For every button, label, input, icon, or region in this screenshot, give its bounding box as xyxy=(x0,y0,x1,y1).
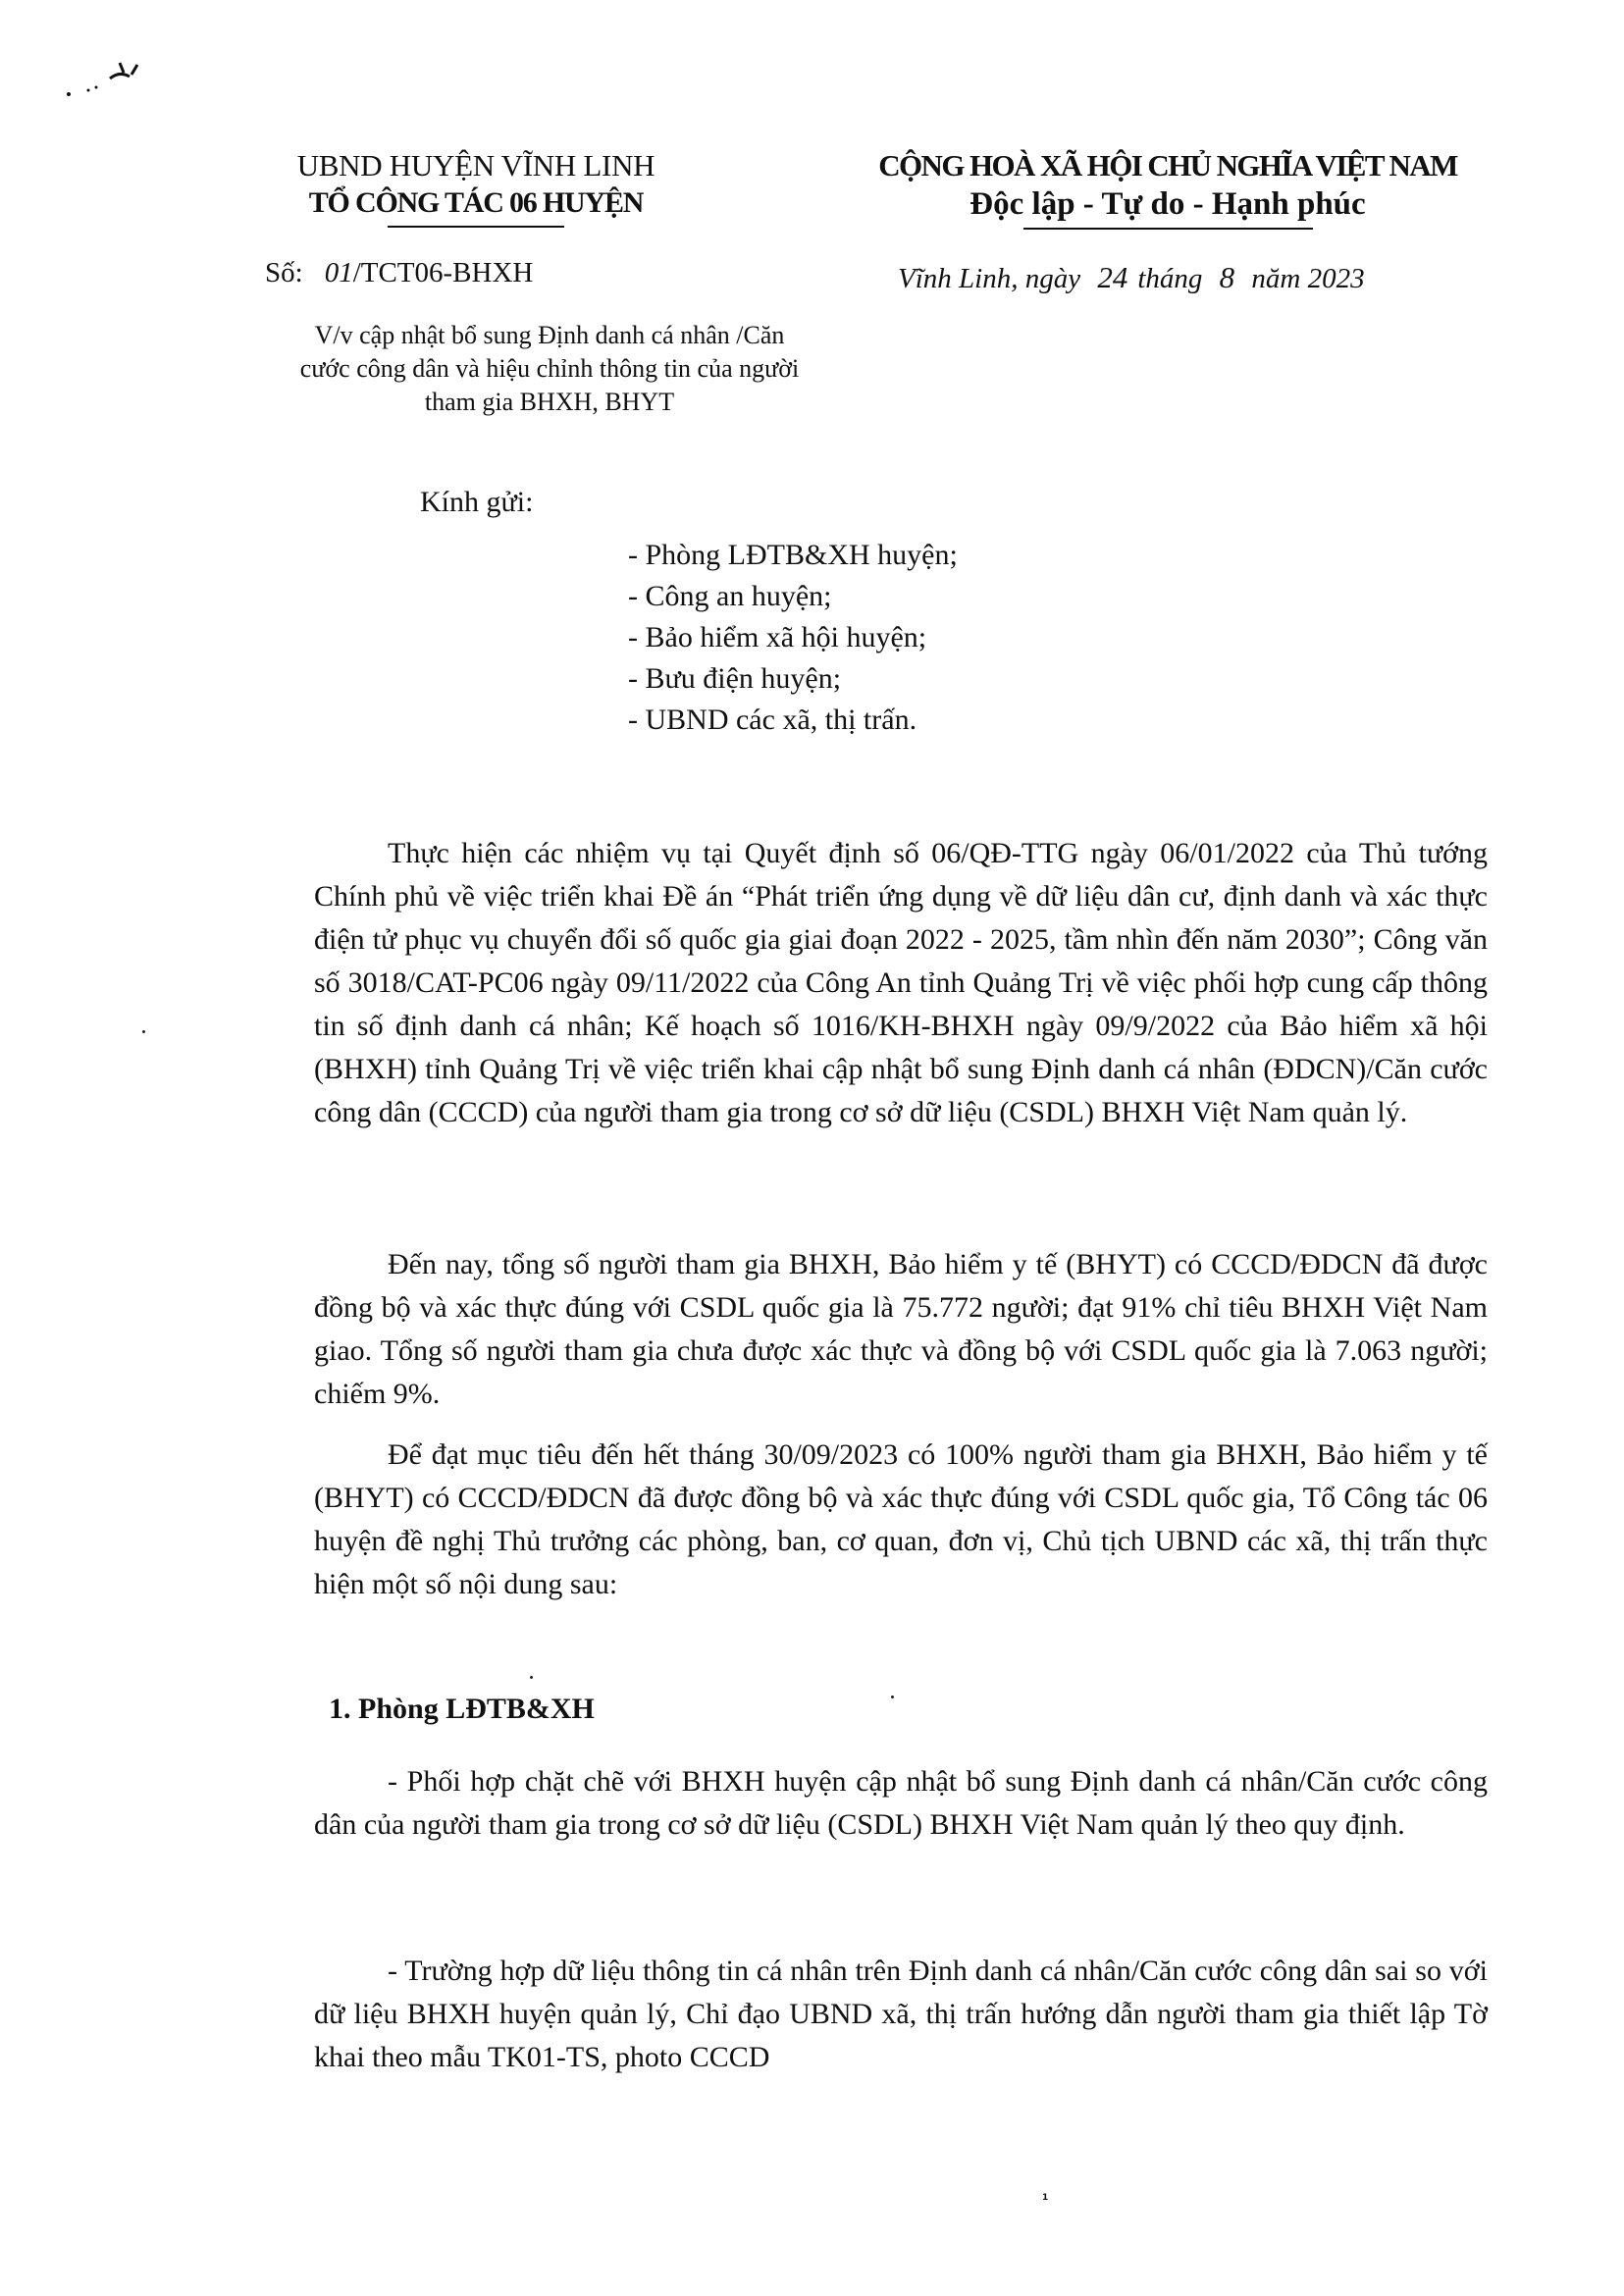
national-header-block xyxy=(814,147,1521,230)
section1-item-2 xyxy=(314,1950,1488,2079)
agency-underline xyxy=(388,226,564,228)
date-month: 8 xyxy=(1219,260,1235,294)
number-handwritten: 01 xyxy=(324,257,353,288)
nation-title: CỘNG HOÀ XÃ HỘI CHỦ NGHĨA VIỆT NAM xyxy=(878,148,1457,183)
addressee-item: - Bưu điện huyện; xyxy=(628,662,842,695)
motto-underline xyxy=(1023,228,1313,230)
date-prefix: Vĩnh Linh, ngày xyxy=(898,263,1081,294)
agency-name: TỔ CÔNG TÁC 06 HUYỆN xyxy=(308,186,644,219)
issuing-agency-block xyxy=(245,147,707,228)
agency-parent: UBND HUYỆN VĨNH LINH xyxy=(296,148,655,183)
scan-mark-scribble xyxy=(59,57,147,106)
section-heading-1: 1. Phòng LĐTB&XH xyxy=(329,1693,595,1725)
paragraph-text: Để đạt mục tiêu đến hết tháng 30/09/2023 có 100% người tham gia BHXH, Bảo hiểm y tế (BHYT) có CCCD/ĐDCN đã được đồng bộ và xác thực đúng với CSDL quốc gia, Tổ Công tác 06 huyện đề nghị Thủ trưởng các phòng, ban, cơ quan, đơn vị, Chủ tịch UBND các xã, thị trấn thực hiện một số nội dung sau: xyxy=(314,1438,1488,1600)
date-day: 24 xyxy=(1097,260,1128,294)
addressee-item: - UBND các xã, thị trấn. xyxy=(628,704,917,736)
page-number: 1 xyxy=(1042,2193,1049,2203)
addressees-list xyxy=(628,535,958,741)
document-subject: V/v cập nhật bổ sung Định danh cá nhân /Căn cước công dân và hiệu chỉnh thông tin của người tham gia BHXH, BHYT xyxy=(299,321,800,416)
scan-speck xyxy=(142,1030,145,1033)
scan-speck xyxy=(530,1676,533,1679)
addressee-item: - Phòng LĐTB&XH huyện; xyxy=(628,539,958,571)
body-paragraph-legal-basis xyxy=(314,832,1488,1134)
number-label: Số: xyxy=(265,257,303,288)
addressee-item: - Công an huyện; xyxy=(628,580,832,612)
place-and-date xyxy=(898,260,1365,295)
paragraph-text: Đến nay, tổng số người tham gia BHXH, Bảo hiểm y tế (BHYT) có CCCD/ĐDCN đã được đồng bộ và xác thực đúng với CSDL quốc gia là 75.772 người; đạt 91% chỉ tiêu BHXH Việt Nam giao. Tổng số người tham gia chưa được xác thực và đồng bộ với CSDL quốc gia là 7.063 người; chiếm 9%. xyxy=(314,1248,1488,1410)
scan-speck xyxy=(891,1696,894,1698)
date-year: năm 2023 xyxy=(1251,263,1365,294)
section1-item-1 xyxy=(314,1760,1488,1847)
paragraph-text: Thực hiện các nhiệm vụ tại Quyết định số 06/QĐ-TTG ngày 06/01/2022 của Thủ tướng Chính phủ về việc triển khai Đề án “Phát triển ứng dụng về dữ liệu dân cư, định danh và xác thực điện tử phục vụ chuyển đổi số quốc gia giai đoạn 2022 - 2025, tầm nhìn đến năm 2030”; Công văn số 3018/CAT-PC06 ngày 09/11/2022 của Công An tỉnh Quảng Trị về việc phối hợp cung cấp thông tin số định danh cá nhân; Kế hoạch số 1016/KH-BHXH ngày 09/9/2022 của Bảo hiểm xã hội (BHXH) tỉnh Quảng Trị về việc triển khai cập nhật bổ sung Định danh cá nhân (ĐDCN)/Căn cước công dân (CCCD) của người tham gia trong cơ sở dữ liệu (CSDL) BHXH Việt Nam quản lý. xyxy=(314,837,1488,1128)
addressees-label: Kính gửi: xyxy=(420,486,534,518)
addressee-item: - Bảo hiểm xã hội huyện; xyxy=(628,621,927,653)
national-motto: Độc lập - Tự do - Hạnh phúc xyxy=(969,186,1366,222)
paragraph-text: - Trường hợp dữ liệu thông tin cá nhân trên Định danh cá nhân/Căn cước công dân sai so với dữ liệu BHXH huyện quản lý, Chỉ đạo UBND xã, thị trấn hướng dẫn người tham gia thiết lập Tờ khai theo mẫu TK01-TS, photo CCCD xyxy=(314,1955,1488,2073)
paragraph-text: - Phối hợp chặt chẽ với BHXH huyện cập nhật bổ sung Định danh cá nhân/Căn cước công dân của người tham gia trong cơ sở dữ liệu (CSDL) BHXH Việt Nam quản lý theo quy định. xyxy=(314,1765,1488,1841)
date-month-label: tháng xyxy=(1137,263,1203,294)
body-paragraph-request xyxy=(314,1434,1488,1606)
document-number xyxy=(265,257,533,289)
number-suffix: /TCT06-BHXH xyxy=(352,257,534,288)
body-paragraph-status xyxy=(314,1243,1488,1416)
